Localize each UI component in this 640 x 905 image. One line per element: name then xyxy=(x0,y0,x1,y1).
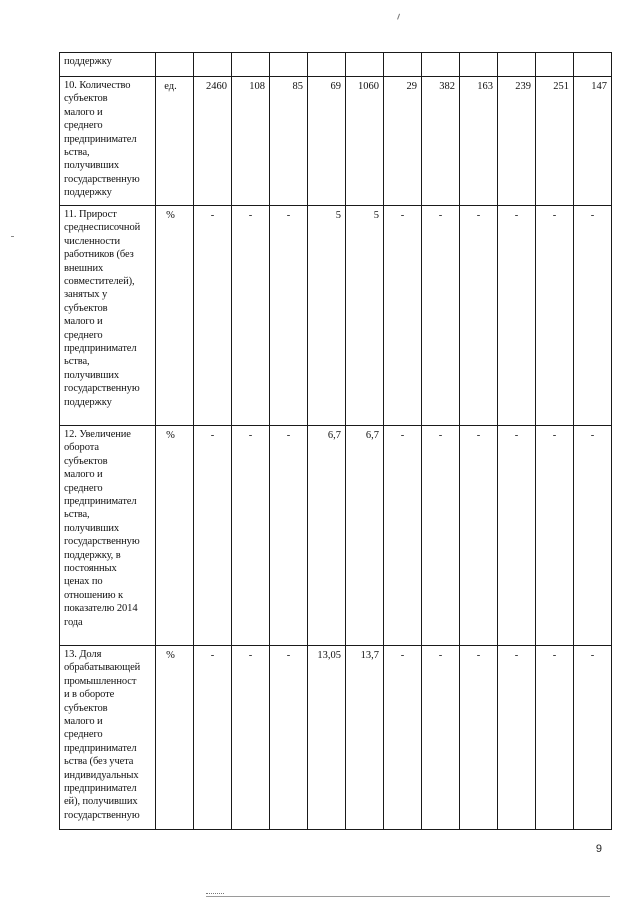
value-cell: 29 xyxy=(384,77,422,206)
value-cell xyxy=(574,53,612,77)
unit-cell: % xyxy=(156,646,194,830)
value-cell: - xyxy=(536,646,574,830)
value-cell xyxy=(308,53,346,77)
unit-cell: % xyxy=(156,206,194,426)
indicator-name-cell: 10. Количество субъектов малого и среднего предпринимател ьства, получивших государственную поддержку xyxy=(60,77,156,206)
value-cell xyxy=(422,53,460,77)
value-cell: 13,05 xyxy=(308,646,346,830)
table-row xyxy=(60,646,612,830)
unit-cell xyxy=(156,53,194,77)
value-cell xyxy=(270,53,308,77)
value-cell: 163 xyxy=(460,77,498,206)
unit-cell: % xyxy=(156,426,194,646)
value-cell: - xyxy=(460,426,498,646)
value-cell xyxy=(536,53,574,77)
page-number: 9 xyxy=(595,843,602,855)
value-cell: - xyxy=(498,646,536,830)
value-cell: - xyxy=(574,426,612,646)
value-cell: 2460 xyxy=(194,77,232,206)
value-cell xyxy=(498,53,536,77)
table-row xyxy=(60,53,612,77)
value-cell: - xyxy=(232,646,270,830)
indicator-name-cell: 12. Увеличение оборота субъектов малого и среднего предпринимател ьства, получивших государственную поддержку, в постоянных ценах по отношению к показателю 2014 года xyxy=(60,426,156,646)
scan-mark xyxy=(206,893,224,895)
indicator-name-cell: 11. Прирост среднесписочной численности работников (без внешних совместителей), занятых у субъектов малого и среднего предпринимател ьства, получивших государственную поддержку xyxy=(60,206,156,426)
table-row xyxy=(60,206,612,426)
table-row xyxy=(60,77,612,206)
value-cell: - xyxy=(536,426,574,646)
value-cell xyxy=(346,53,384,77)
value-cell: - xyxy=(422,206,460,426)
value-cell: 6,7 xyxy=(346,426,384,646)
value-cell: 382 xyxy=(422,77,460,206)
scan-mark xyxy=(397,14,402,21)
value-cell: - xyxy=(384,206,422,426)
value-cell: - xyxy=(498,206,536,426)
indicator-name-cell: 13. Доля обрабатывающей промышленност и в обороте субъектов малого и среднего предпринимател ьства (без учета индивидуальных предпринимател ей), получивших государственную xyxy=(60,646,156,830)
value-cell: - xyxy=(460,646,498,830)
value-cell: - xyxy=(498,426,536,646)
value-cell: - xyxy=(194,646,232,830)
value-cell: - xyxy=(460,206,498,426)
value-cell: - xyxy=(422,426,460,646)
value-cell: 5 xyxy=(346,206,384,426)
value-cell: 108 xyxy=(232,77,270,206)
value-cell xyxy=(384,53,422,77)
value-cell: 85 xyxy=(270,77,308,206)
value-cell: - xyxy=(270,646,308,830)
value-cell: - xyxy=(384,426,422,646)
value-cell xyxy=(194,53,232,77)
indicator-name-cell: поддержку xyxy=(60,53,156,77)
value-cell xyxy=(232,53,270,77)
unit-cell: ед. xyxy=(156,77,194,206)
indicators-table xyxy=(59,52,612,830)
value-cell: - xyxy=(270,426,308,646)
value-cell: 5 xyxy=(308,206,346,426)
scan-mark xyxy=(11,236,14,237)
value-cell: 69 xyxy=(308,77,346,206)
value-cell: - xyxy=(536,206,574,426)
value-cell: - xyxy=(232,426,270,646)
footer-rule xyxy=(206,896,610,897)
value-cell: - xyxy=(270,206,308,426)
value-cell xyxy=(460,53,498,77)
value-cell: 6,7 xyxy=(308,426,346,646)
value-cell: 251 xyxy=(536,77,574,206)
value-cell: - xyxy=(194,206,232,426)
value-cell: - xyxy=(232,206,270,426)
value-cell: 147 xyxy=(574,77,612,206)
value-cell: 239 xyxy=(498,77,536,206)
value-cell: - xyxy=(574,206,612,426)
value-cell: 13,7 xyxy=(346,646,384,830)
value-cell: - xyxy=(384,646,422,830)
value-cell: 1060 xyxy=(346,77,384,206)
table-row xyxy=(60,426,612,646)
value-cell: - xyxy=(194,426,232,646)
value-cell: - xyxy=(422,646,460,830)
value-cell: - xyxy=(574,646,612,830)
